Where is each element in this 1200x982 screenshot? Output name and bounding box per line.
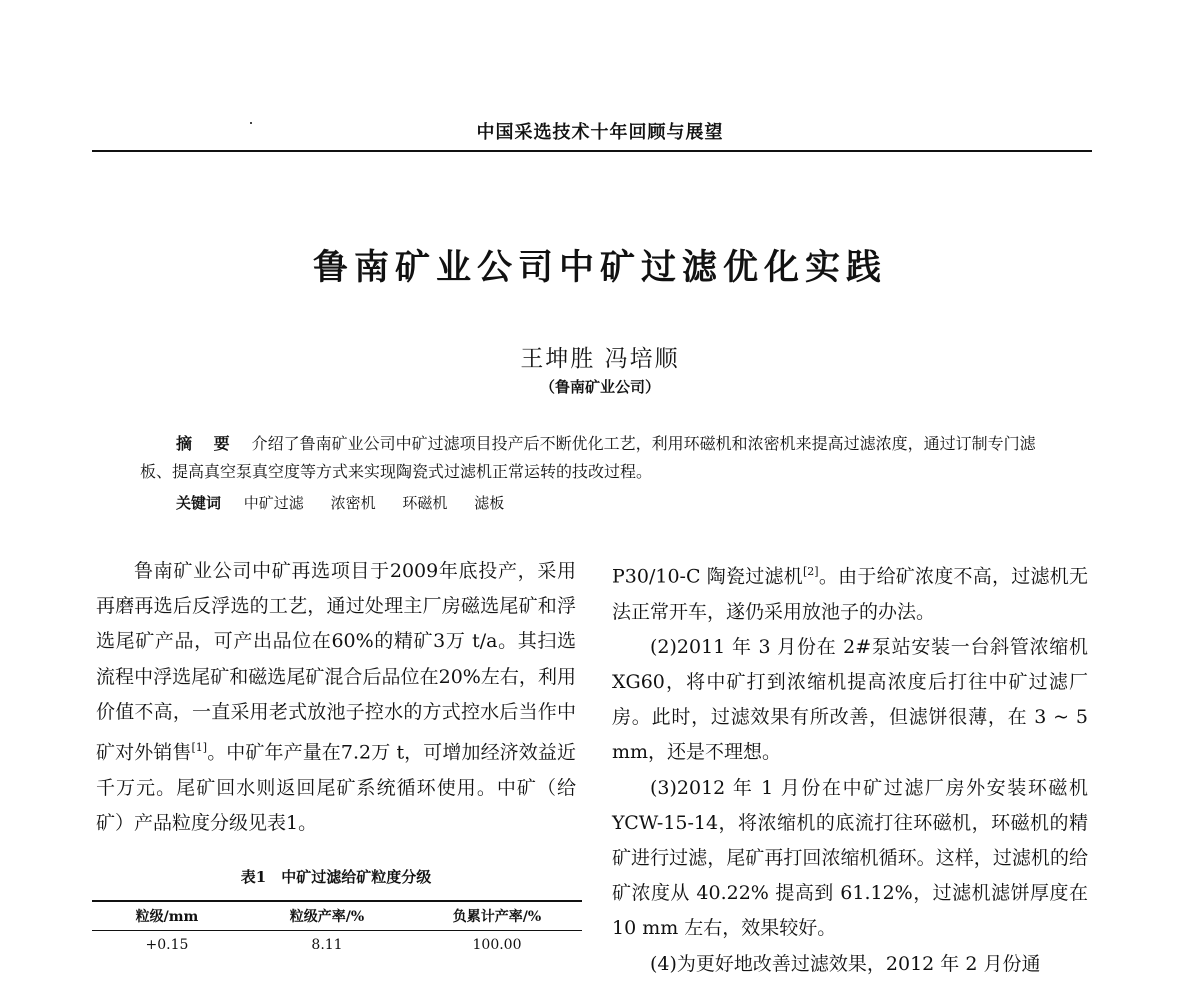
paragraph-text: P30/10-C 陶瓷过滤机 <box>612 565 803 588</box>
granularity-table <box>92 900 582 959</box>
table-row <box>92 931 582 960</box>
table-cell: 8.11 <box>311 937 343 953</box>
table-cell: +0.15 <box>145 937 189 953</box>
citation-ref: [1] <box>191 741 208 755</box>
abstract <box>140 430 1050 486</box>
keyword-item: 中矿过滤 <box>243 494 304 512</box>
abstract-label: 摘 要 <box>176 434 238 453</box>
body-paragraph: (2)2011 年 3 月份在 2#泵站安装一台斜管浓缩机 XG60，将中矿打到浓缩机提高浓度后打往中矿过滤厂房。此时，过滤效果有所改善，但滤饼很薄，在 3 ~ 5 mm，还是不理想。 <box>612 635 1088 764</box>
table-header-cell: 负累计产率/% <box>412 901 582 931</box>
table-header-cell: 粒级/mm <box>92 901 242 931</box>
right-column <box>612 554 1088 982</box>
running-header: 中国采选技术十年回顾与展望 <box>476 122 724 143</box>
paragraph-text: 鲁南矿业公司中矿再选项目于2009年底投产，采用再磨再选后反浮选的工艺，通过处理主厂房磁选尾矿和浮选尾矿产品，可产出品位在60%的精矿3万 t/a。其扫选流程中浮选尾矿和磁选尾矿混合后品位在20%左右，利用价值不高，一直采用老式放池子控水的方式控水后当作中矿对外销售 <box>96 560 576 764</box>
keyword-item: 环磁机 <box>402 494 448 512</box>
paper-title: 鲁南矿业公司中矿过滤优化实践 <box>312 247 887 288</box>
keywords-label: 关键词 <box>176 494 222 512</box>
table-caption: 表1 中矿过滤给矿粒度分级 <box>240 868 432 886</box>
table-header-cell: 粒级产率/% <box>242 901 412 931</box>
keywords <box>176 492 526 513</box>
keyword-item: 滤板 <box>474 494 505 512</box>
table-header-row <box>92 901 582 931</box>
authors: 王坤胜 冯培顺 <box>520 346 680 372</box>
body-paragraph <box>96 554 576 841</box>
abstract-text: 介绍了鲁南矿业公司中矿过滤项目投产后不断优化工艺，利用环磁机和浓密机来提高过滤浓度，通过订制专门滤板、提高真空泵真空度等方式来实现陶瓷式过滤机正常运转的技改过程。 <box>140 434 1036 481</box>
affiliation: （鲁南矿业公司） <box>539 378 660 396</box>
keyword-item: 浓密机 <box>330 494 376 512</box>
paragraph-text: 。由于给矿浓度不高，过滤机无法正常开车，遂仍采用放池子的办法。 <box>612 565 1088 623</box>
body-paragraph <box>612 554 1088 630</box>
body-paragraph: (4)为更好地改善过滤效果，2012 年 2 月份通 <box>650 952 1041 975</box>
citation-ref: [2] <box>803 565 819 578</box>
table-cell: 100.00 <box>472 937 522 953</box>
header-rule <box>92 150 1092 152</box>
body-paragraph: (3)2012 年 1 月份在中矿过滤厂房外安装环磁机 YCW-15-14，将浓缩机的底流打往环磁机，环磁机的精矿进行过滤，尾矿再打回浓缩机循环。这样，过滤机的给矿浓度从 40.22% 提高到 61.12%，过滤机滤饼厚度在 10 mm 左右，效果较好。 <box>612 776 1088 940</box>
paragraph-text: 。中矿年产量在7.2万 t，可增加经济效益近千万元。尾矿回水则返回尾矿系统循环使用。中矿（给矿）产品粒度分级见表1。 <box>96 741 576 834</box>
left-column <box>96 554 576 841</box>
